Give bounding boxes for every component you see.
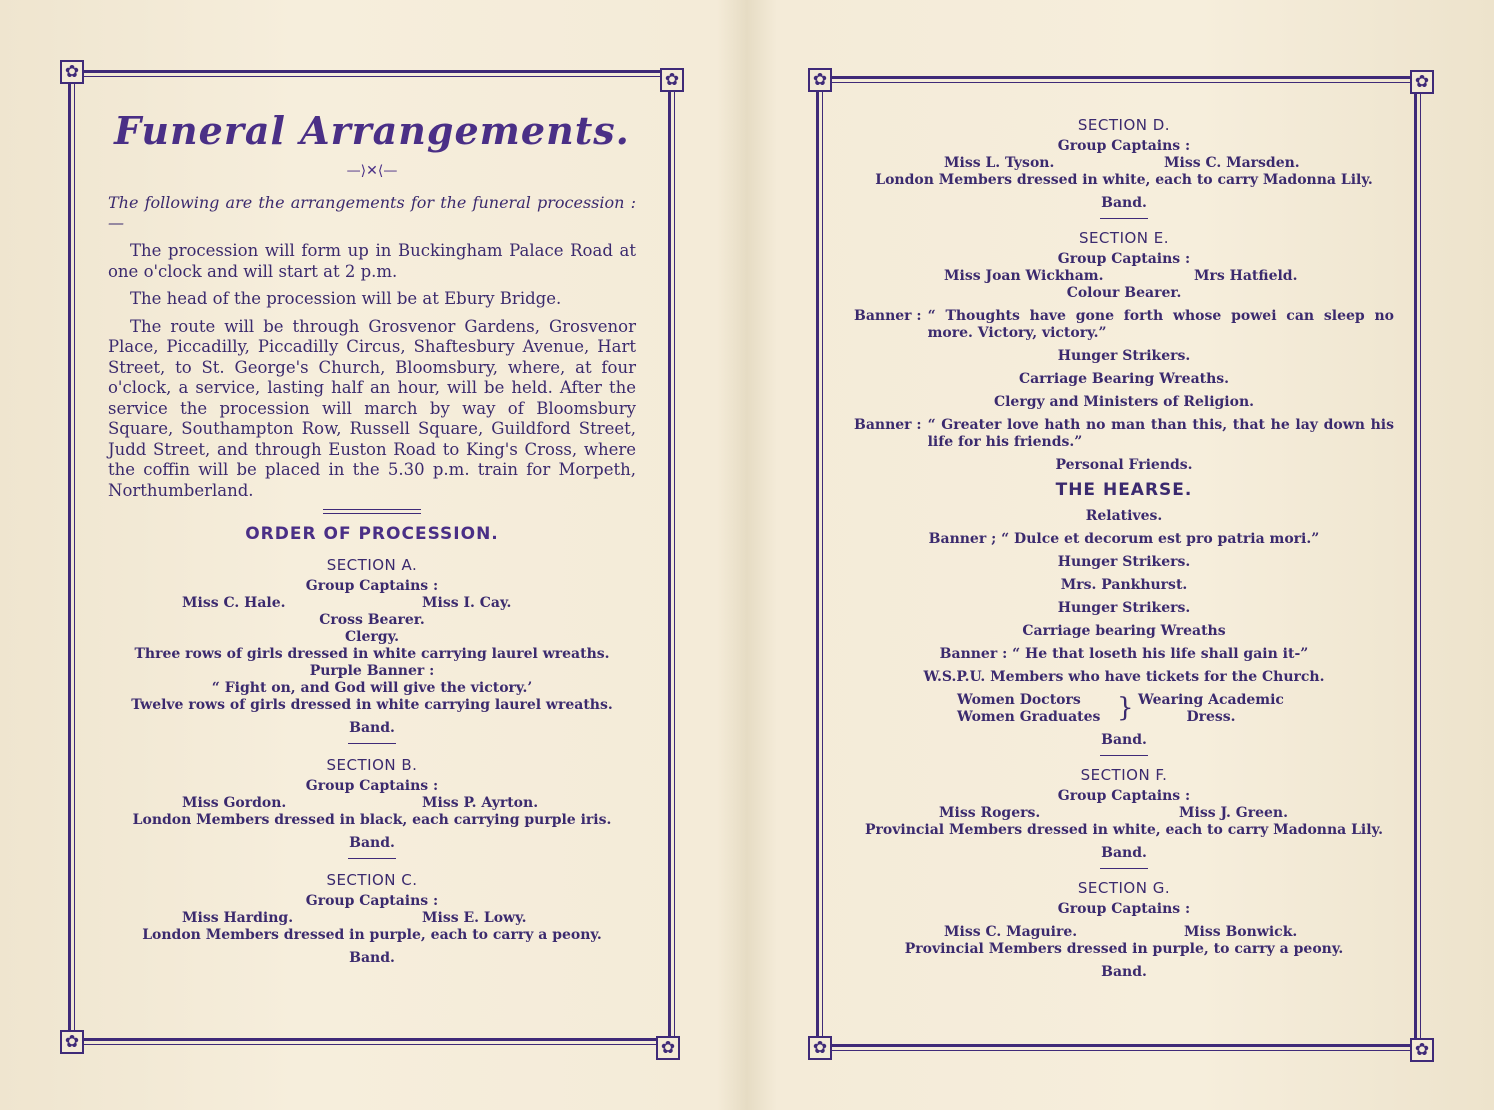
corner-rosette-icon: ✿ — [656, 1036, 680, 1060]
group-captains-label: Group Captains : — [1057, 901, 1191, 917]
hearse-section — [854, 480, 1394, 756]
ornament-divider-icon: —⟩✕⟨— — [346, 163, 398, 179]
group-captains-label: Group Captains : — [305, 778, 439, 794]
group-captains-label: Group Captains : — [305, 578, 439, 594]
corner-rosette-icon: ✿ — [808, 68, 832, 92]
left-page — [0, 0, 746, 1110]
section-title: SECTION B. — [326, 756, 418, 774]
procession-line: Relatives. — [1085, 508, 1163, 524]
group-captains-label: Group Captains : — [1057, 251, 1191, 267]
captains-row — [108, 795, 636, 812]
captains-row — [854, 924, 1394, 941]
section-e — [854, 229, 1394, 474]
page-title: Funeral Arrangements. — [114, 108, 630, 153]
section-f — [854, 766, 1394, 869]
banner-label: Banner : — [854, 417, 922, 433]
captain-name: Miss Joan Wickham. — [944, 268, 1104, 284]
band-line: Band. — [349, 950, 395, 966]
brace-icon: } — [1117, 693, 1134, 723]
section-description: London Members dressed in black, each carrying purple iris. — [132, 812, 612, 828]
academic-line: Dress. — [1186, 709, 1236, 725]
band-line: Band. — [1101, 964, 1147, 980]
captains-row — [854, 155, 1394, 172]
left-content — [108, 108, 636, 967]
procession-line: Twelve rows of girls dressed in white carrying laurel wreaths. — [131, 697, 613, 713]
procession-line: Clergy. — [345, 629, 399, 645]
band-line: Band. — [349, 720, 395, 736]
procession-line: Purple Banner : — [309, 663, 435, 679]
frame-left-line — [68, 70, 75, 1040]
women-graduates: Women Graduates — [957, 709, 1101, 725]
section-c — [108, 871, 636, 967]
group-captains-label: Group Captains : — [1057, 138, 1191, 154]
right-content — [854, 116, 1394, 981]
banner-loseth: Banner : “ He that loseth his life shall gain it-” — [939, 646, 1309, 662]
procession-line: W.S.P.U. Members who have tickets for the Church. — [923, 669, 1325, 685]
frame-top-line — [70, 70, 674, 77]
corner-rosette-icon: ✿ — [1410, 70, 1434, 94]
band-line: Band. — [1101, 732, 1147, 748]
band-line: Band. — [1101, 195, 1147, 211]
banner-thoughts — [854, 308, 1394, 342]
section-rule — [1100, 218, 1148, 219]
hearse-heading: THE HEARSE. — [1055, 480, 1193, 500]
captain-name: Miss P. Ayrton. — [422, 795, 539, 811]
frame-left-line — [816, 78, 823, 1044]
paragraph-head: The head of the procession will be at Ebury Bridge. — [130, 289, 562, 308]
right-page — [748, 0, 1494, 1110]
section-title: SECTION E. — [1078, 229, 1170, 247]
frame-right-line — [1414, 78, 1421, 1044]
procession-line: Clergy and Ministers of Religion. — [993, 394, 1255, 410]
corner-rosette-icon: ✿ — [660, 68, 684, 92]
captain-name: Miss Bonwick. — [1184, 924, 1298, 940]
section-a — [108, 556, 636, 744]
procession-line: Cross Bearer. — [319, 612, 425, 628]
captains-row — [854, 268, 1394, 285]
banner-label: Banner : — [854, 308, 922, 324]
colour-bearer: Colour Bearer. — [1066, 285, 1182, 301]
procession-line: Hunger Strikers. — [1057, 554, 1191, 570]
captain-name: Mrs Hatfield. — [1194, 268, 1298, 284]
section-description: Provincial Members dressed in purple, to carry a peony. — [904, 941, 1344, 957]
paragraph-start: The procession will form up in Buckingham Palace Road at one o'clock and will start at 2 p.m. — [108, 241, 636, 281]
section-description: London Members dressed in white, each to carry Madonna Lily. — [875, 172, 1373, 188]
banner-greater-love — [854, 417, 1394, 451]
captain-name: Miss C. Hale. — [182, 595, 286, 611]
group-captains-label: Group Captains : — [1057, 788, 1191, 804]
frame-right-line — [668, 70, 675, 1040]
procession-line: Carriage Bearing Wreaths. — [1018, 371, 1230, 387]
section-title: SECTION C. — [326, 871, 418, 889]
section-rule — [348, 743, 396, 744]
corner-rosette-icon: ✿ — [808, 1036, 832, 1060]
captain-name: Miss J. Green. — [1179, 805, 1288, 821]
procession-line: Carriage bearing Wreaths — [1022, 623, 1226, 639]
band-line: Band. — [349, 835, 395, 851]
section-rule — [348, 858, 396, 859]
banner-text: “ Greater love hath no man than this, that he lay down his life for his friends.” — [927, 417, 1394, 450]
captains-row — [854, 805, 1394, 822]
order-heading: ORDER OF PROCESSION. — [245, 524, 499, 544]
captain-name: Miss C. Marsden. — [1164, 155, 1300, 171]
procession-line: Three rows of girls dressed in white carrying laurel wreaths. — [134, 646, 610, 662]
frame-top-line — [820, 76, 1424, 83]
procession-line: Mrs. Pankhurst. — [1060, 577, 1188, 593]
captain-name: Miss C. Maguire. — [944, 924, 1078, 940]
paragraph-route: The route will be through Grosvenor Gardens, Grosvenor Place, Piccadilly, Piccadilly Circus, Shaftesbury Avenue, Hart Street, to St. George's Church, Bloomsbury, where, at four o'clock, a service, lasting half an hour, will be held. After the service the procession will march by way of Bloomsbury Square, Southampton Row, Russell Square, Guildford Street, Judd Street, and through Euston Road to King's Cross, where the coffin will be placed in the 5.30 p.m. train for Morpeth, Northumberland. — [108, 316, 636, 500]
banner-dulce: Banner ; “ Dulce et decorum est pro patria mori.” — [928, 531, 1320, 547]
captain-name: Miss Harding. — [182, 910, 294, 926]
section-d — [854, 116, 1394, 219]
section-title: SECTION A. — [326, 556, 418, 574]
captain-name: Miss Rogers. — [939, 805, 1041, 821]
corner-rosette-icon: ✿ — [1410, 1038, 1434, 1062]
section-description: Provincial Members dressed in white, each to carry Madonna Lily. — [865, 822, 1383, 838]
band-line: Band. — [1101, 845, 1147, 861]
procession-line: Hunger Strikers. — [1057, 348, 1191, 364]
section-rule — [1100, 868, 1148, 869]
captains-row — [108, 595, 636, 612]
corner-rosette-icon: ✿ — [60, 60, 84, 84]
intro-text: The following are the arrangements for the funeral procession :— — [108, 193, 636, 232]
women-doctors: Women Doctors — [957, 692, 1081, 708]
procession-line: Personal Friends. — [1055, 457, 1193, 473]
section-b — [108, 756, 636, 859]
section-description: London Members dressed in purple, each to carry a peony. — [142, 927, 602, 943]
captain-name: Miss I. Cay. — [422, 595, 512, 611]
banner-text: “ Thoughts have gone forth whose powei can sleep no more. Victory, victory.” — [927, 308, 1394, 341]
captain-name: Miss Gordon. — [182, 795, 287, 811]
section-title: SECTION D. — [1077, 116, 1171, 134]
group-captains-label: Group Captains : — [305, 893, 439, 909]
section-rule — [1100, 755, 1148, 756]
captains-row — [108, 910, 636, 927]
frame-bottom-line — [820, 1044, 1424, 1051]
section-title: SECTION F. — [1080, 766, 1168, 784]
section-title: SECTION G. — [1077, 879, 1171, 897]
captain-name: Miss L. Tyson. — [944, 155, 1055, 171]
academic-line: Wearing Academic — [1138, 692, 1284, 708]
banner-motto: “ Fight on, and God will give the victory.’ — [211, 680, 533, 696]
frame-bottom-line — [70, 1038, 674, 1045]
double-rule-divider — [323, 509, 421, 514]
academic-dress-group — [854, 692, 1394, 726]
procession-line: Hunger Strikers. — [1057, 600, 1191, 616]
captain-name: Miss E. Lowy. — [422, 910, 527, 926]
corner-rosette-icon: ✿ — [60, 1030, 84, 1054]
section-g — [854, 879, 1394, 981]
